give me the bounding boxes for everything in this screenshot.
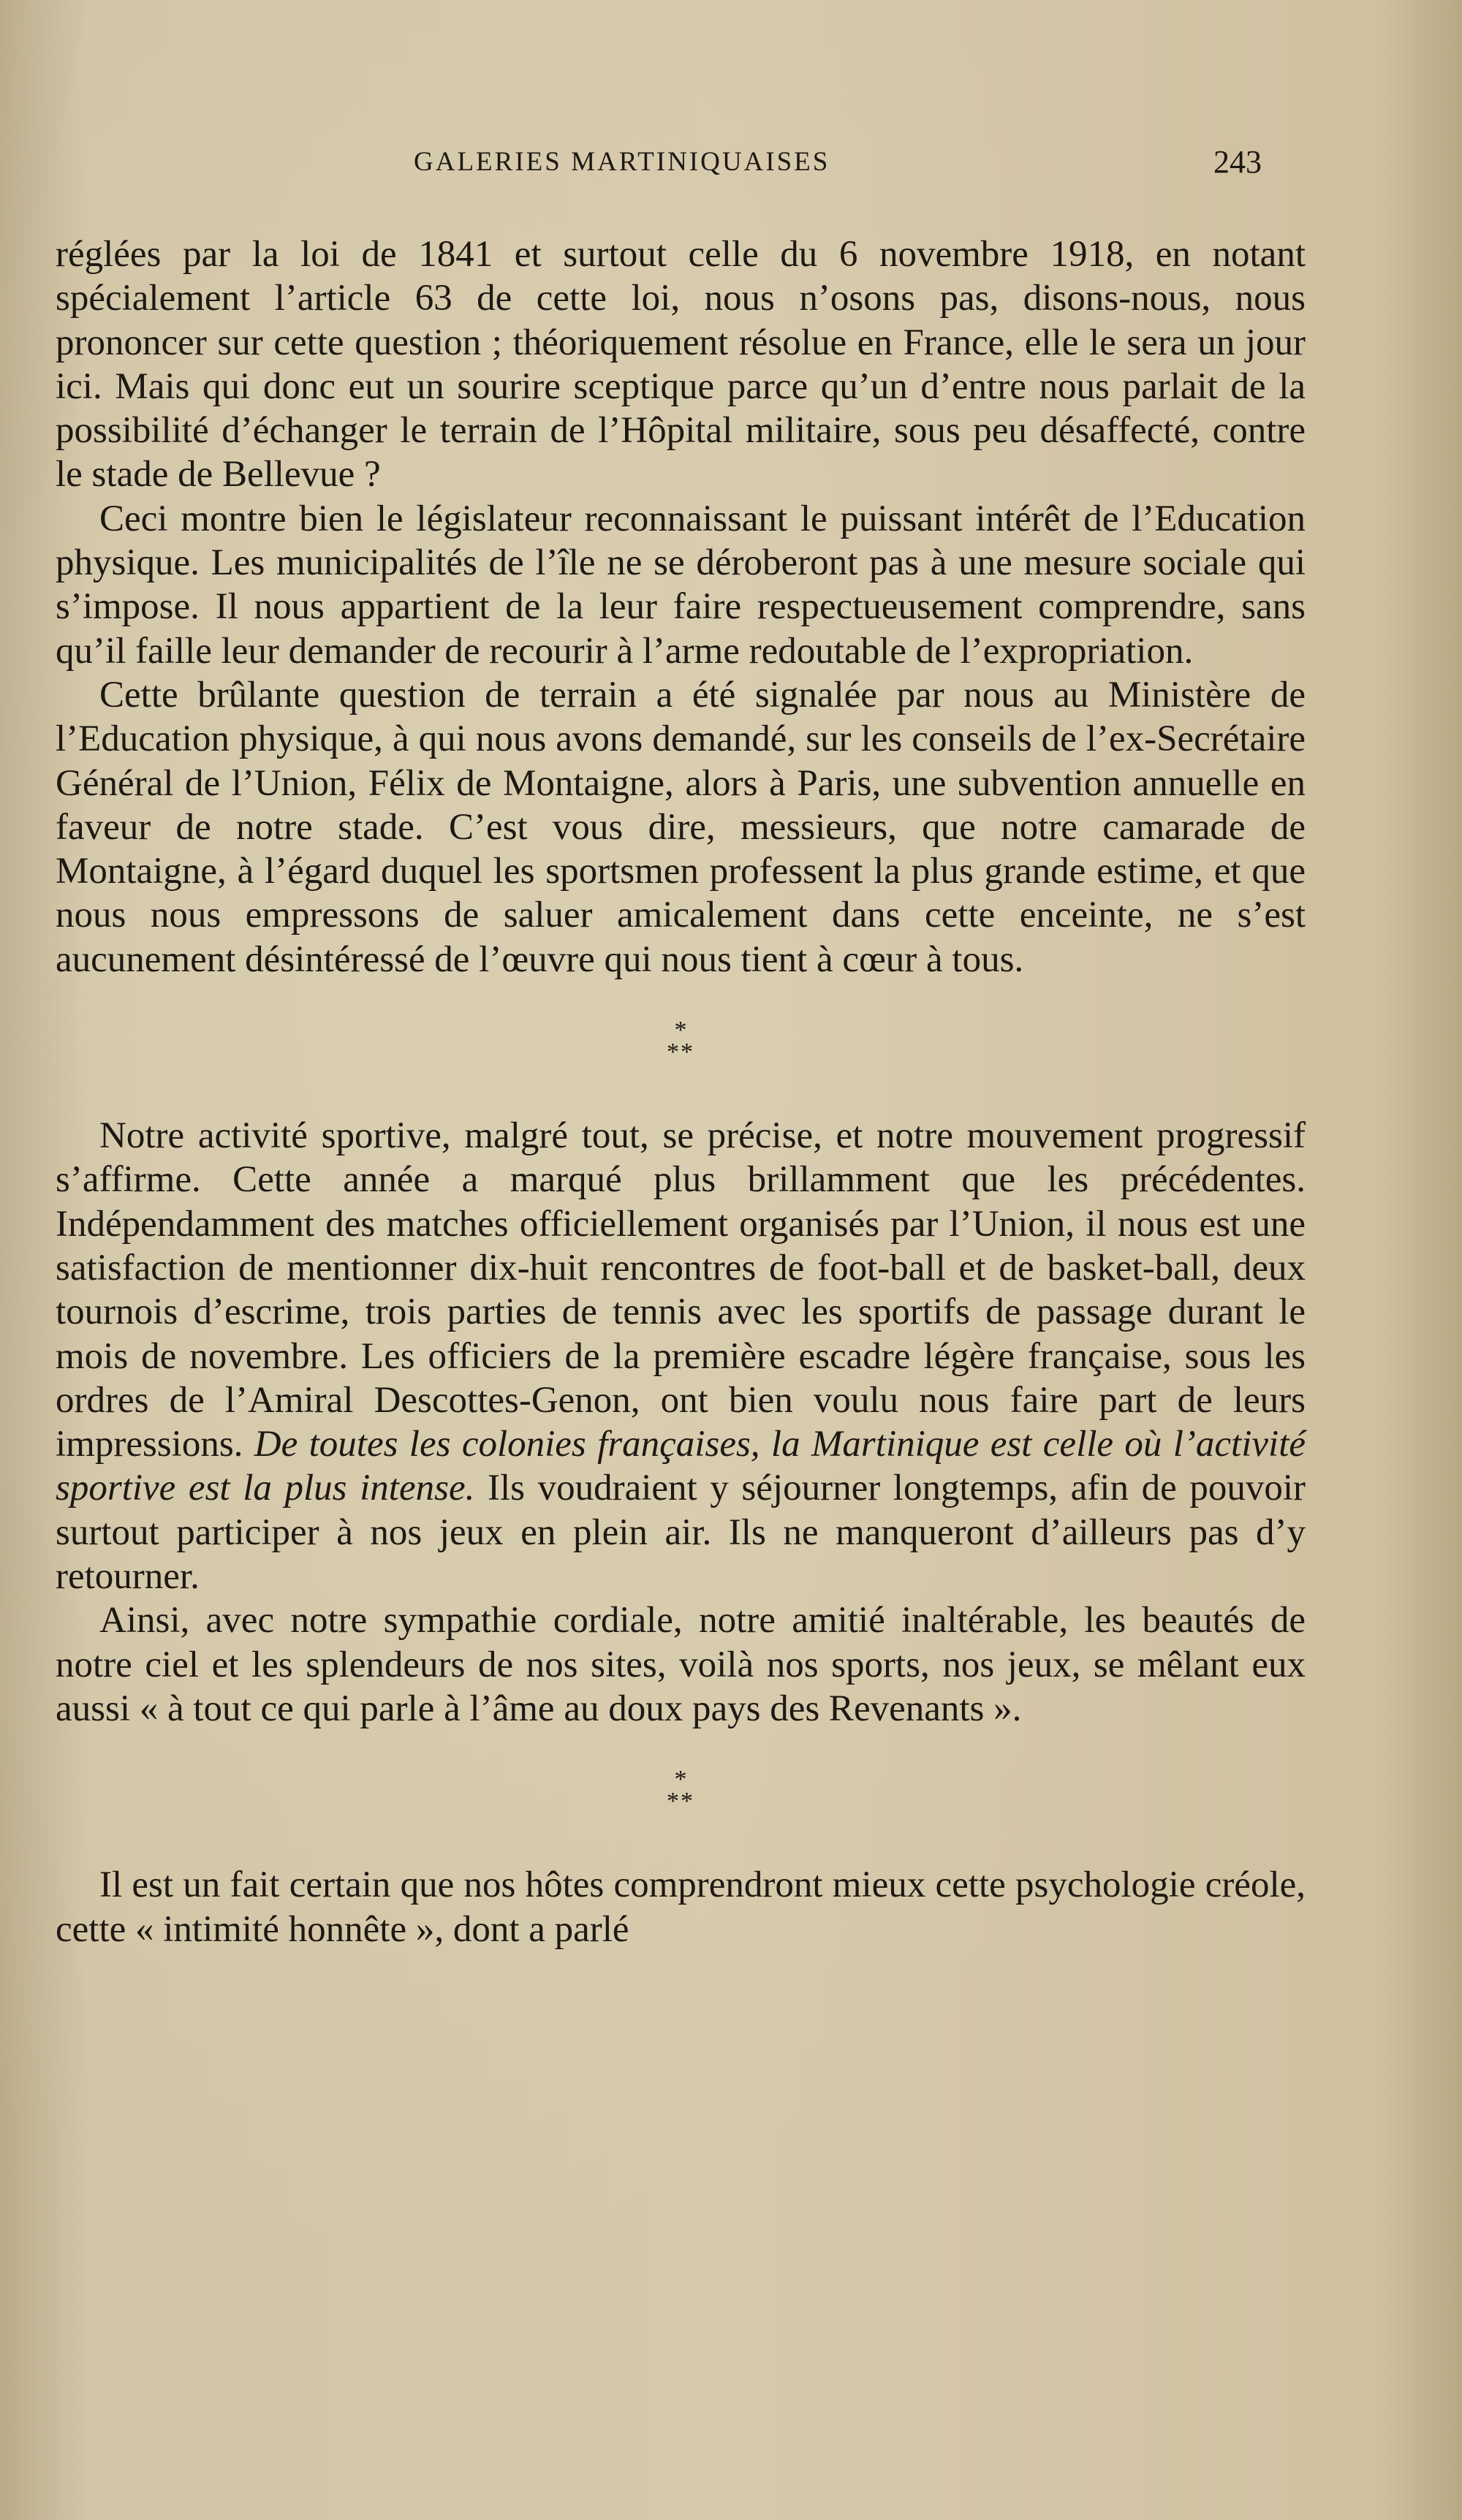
- page-number: 243: [1213, 144, 1262, 180]
- paragraph-6: Il est un fait certain que nos hôtes comprendront mieux cette psychologie créole, cette « intimité honnête », dont a parlé: [56, 1864, 1306, 1950]
- paragraph-2: Ceci montre bien le législateur reconnaissant le puissant intérêt de l’Education physique. Les municipalités de l’île ne se déroberont pas à une mesure sociale qui s’impose. Il nous appartient de la leur faire respectueusement comprendre, sans qu’il faille leur demander de recourir à l’arme redoutable de l’expropriation.: [56, 498, 1306, 672]
- asterism-bottom-stars: **: [667, 1039, 694, 1066]
- paragraph-3: Cette brûlante question de terrain a été signalée par nous au Ministère de l’Education physique, à qui nous avons demandé, sur les conseils de l’ex-Secrétaire Général de l’Union, Félix de Montaigne, alors à Paris, une subvention annuelle en faveur de notre stade. C’est vous dire, messieurs, que notre camarade de Montaigne, à l’égard duquel les sportsmen professent la plus grande estime, et que nous nous empressons de saluer amicalement dans cette enceinte, ne s’est aucunement désintéressé de l’œuvre qui nous tient à cœur à tous.: [56, 674, 1306, 980]
- paragraph-4-italic-quote: De toutes les colonies françaises, la Martinique est celle où l’activité sportive est la plus intense.: [56, 1424, 1306, 1509]
- asterism-top-star: *: [674, 1766, 687, 1794]
- paragraph-4-text-a: Notre activité sportive, malgré tout, se précise, et notre mouvement progressif s’affirme. Cette année a marqué plus brillamment que les précédentes. Indépendamment des matches officiellement organisés par l’Union, il nous est une satisfaction de mentionner dix-huit rencontres de foot-ball et de basket-ball, deux tournois d’escrime, trois parties de tennis avec les sportifs de passage durant le mois de novembre. Les officiers de la première escadre légère française, sous les ordres de l’Amiral Descottes-Genon, ont bien voulu nous faire part de leurs impressions.: [56, 1115, 1306, 1465]
- paragraph-1: réglées par la loi de 1841 et surtout celle du 6 novembre 1918, en notant spécialement l’article 63 de cette loi, nous n’osons pas, disons-nous, nous prononcer sur cette question ; théoriquement résolue en France, elle le sera un jour ici. Mais qui donc eut un sourire sceptique parce qu’un d’entre nous parlait de la possibilité d’échanger le terrain de l’Hôpital militaire, sous peu désaffecté, contre le stade de Bellevue ?: [56, 234, 1306, 496]
- body-text: [56, 232, 1306, 1951]
- asterism-separator-1: [56, 982, 1306, 1114]
- asterism-bottom-stars: **: [667, 1788, 694, 1815]
- paragraph-4-text-b: Ils voudraient y séjourner longtemps, afin de pouvoir surtout participer à nos jeux en plein air. Ils ne manqueront d’ailleurs pas d’y retourner.: [56, 1468, 1306, 1598]
- paragraph-5: Ainsi, avec notre sympathie cordiale, notre amitié inaltérable, les beautés de notre ciel et les splendeurs de nos sites, voilà nos sports, nos jeux, se mêlant eux aussi « à tout ce qui parle à l’âme au doux pays des Revenants ».: [56, 1600, 1306, 1729]
- page-header: [0, 140, 1462, 184]
- asterism-top-star: *: [674, 1017, 687, 1044]
- asterism-separator-2: [56, 1731, 1306, 1863]
- paragraph-4: [56, 1114, 1306, 1598]
- running-title: GALERIES MARTINIQUAISES: [414, 147, 830, 177]
